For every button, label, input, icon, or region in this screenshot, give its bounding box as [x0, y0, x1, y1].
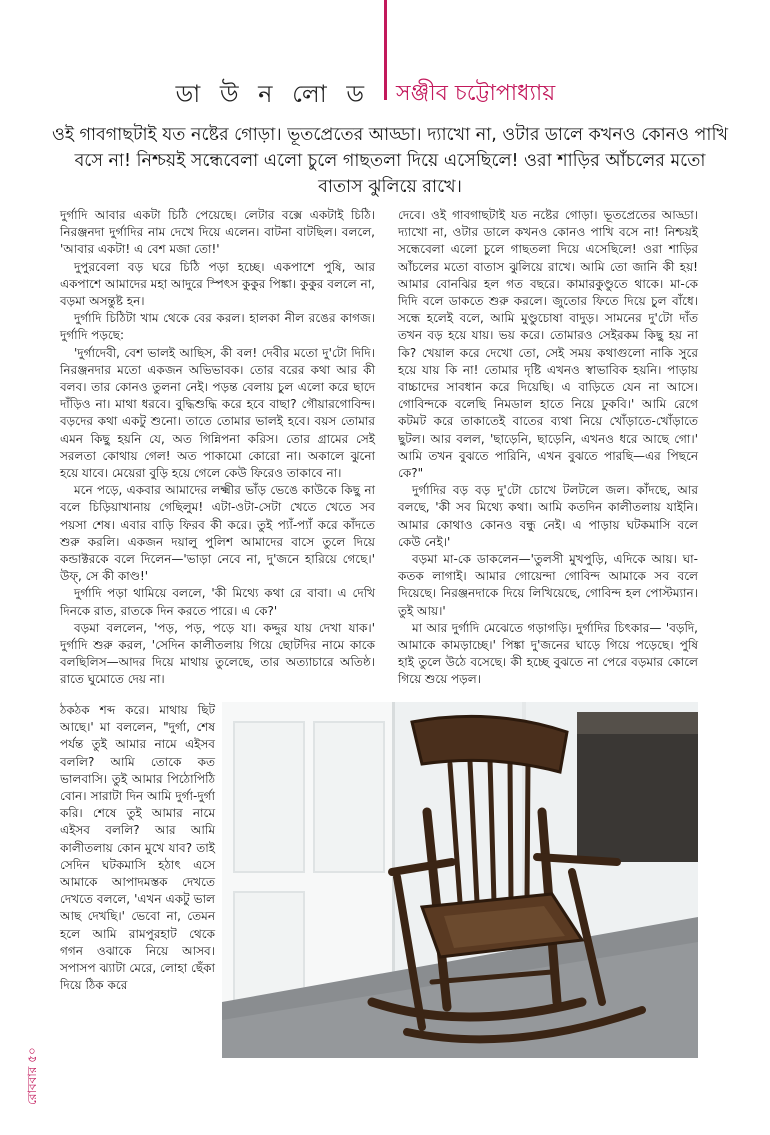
left-column	[60, 207, 375, 689]
standfirst: ওই গাবগাছটাই যত নষ্টের গোড়া। ভূতপ্রেতের আড্ডা। দ্যাখো না, ওটার ডালে কখনও কোনও পাখি বসে না! নিশ্চয়ই সন্ধেবেলা এলো চুলে গাছতলা দিয়ে এসেছিলে! ওরা শাড়ির আঁচলের মতো বাতাস ঝুলিয়ে রাখে।	[51, 125, 729, 197]
paragraph: দুর্গাদির বড় বড় দু'টো চোখে টলটলে জল। কাঁদছে, আর বলছে, 'কী সব মিথ্যে কথা। আমি কতদিন কালীতলায় যাইনি। আমার কোথাও কোনও বন্ধু নেই। এ পাড়ায় ঘটকমাসি বলে কেউ নেই।'	[398, 483, 698, 549]
paragraph: বড়মা মা-কে ডাকলেন—'তুলসী মুখপুড়ি, এদিকে আয়। ঘা-কতক লাগাই। আমার গোয়েন্দা গোবিন্দ আমাকে সব বলে দিয়েছে। নিরঞ্জনদাকে দিয়ে লিখিয়েছে, গোবিন্দ হল পোস্টম্যান। তুই আয়।'	[398, 552, 698, 618]
paragraph: দুর্গাদি আবার একটা চিঠি পেয়েছে। লেটার বক্সে একটাই চিঠি। নিরঞ্জনদা দুর্গাদির নাম দেখে দিয়ে এলেন। বাটনা বাটছিল। বললে, 'আবার একটা! এ বেশ মজা তো!'	[60, 208, 375, 257]
paragraph: বড়মা বললেন, 'পড়, পড়, পড়ে যা। কদ্দুর যায় দেখা যাক।' দুর্গাদি শুরু করল, 'সেদিন কালীতলায় গিয়ে ছোটদির নামে কাকে বলছিলিস—আদর দিয়ে মাথায় তুলেছে, তার অত্যাচারে অতিষ্ঠ। রাতে ঘুমোতে দেয় না।	[60, 620, 375, 687]
right-column	[398, 207, 698, 689]
paragraph: মা আর দুর্গাদি মেঝেতে গড়াগড়ি। দুর্গাদির চিৎকার— 'বড়দি, আমাকে কামড়াচ্ছে।' পিঙ্কা দু'জনের ঘাড়ে গিয়ে পড়েছে। পুষি হাই তুলে উঠে বসেছে। কী হচ্ছে বুঝতে না পেরে বড়মার কোলে গিয়ে শুয়ে পড়ল।	[398, 620, 698, 687]
rocking-chair-photo	[222, 702, 698, 1058]
section-title: ডা উ ন লো ড	[175, 80, 370, 108]
narrow-column	[60, 702, 215, 994]
paragraph: দুপুরবেলা বড় ঘরে চিঠি পড়া হচ্ছে। একপাশে পুষি, আর একপাশে আমাদের মহা আদুরে স্পিৎস কুকুর পিঙ্কা। কুকুর বললে না, বড়মা অসন্তুষ্ট হন।	[60, 259, 375, 309]
paragraph: ঠকঠক শব্দ করে। মাথায় ছিট আছে।' মা বললেন, "দুর্গা, শেষ পর্যন্ত তুই আমার নামে এইসব বললি? আমি তোকে কত ভালবাসি। তুই আমার পিঠোপিঠি বোন। সারাটা দিন আমি দুর্গা-দুর্গা করি। শেষে তুই আমার নামে এইসব বললি? আর আমি কালীতলায় কোন মুখে যাব? তাই সেদিন ঘটকমাসি হঠাৎ এসে আমাকে আপাদমস্তক দেখতে দেখতে বললে, 'এখন একটু ভাল আছ দেখছি।' ভেবো না, তেমন হলে আমি রামপুরহাট থেকে গগন ওঝাকে নিয়ে আসব। সপাসপ ঝ্যাটা মেরে, লোহা ছেঁকা দিয়ে ঠিক করে	[60, 703, 215, 993]
paragraph: দেবে। ওই গাবগাছটাই যত নষ্টের গোড়া। ভূতপ্রেতের আড্ডা। দ্যাখো না, ওটার ডালে কখনও কোনও পাখি বসে না! নিশ্চয়ই সন্ধেবেলা এলো চুলে গাছতলা দিয়ে এসেছিলে! ওরা শাড়ির আঁচলের মতো বাতাস ঝুলিয়ে রাখে। আমি তো জানি কী হয়! আমার বোনঝির হল গত বছরে। কামারকুণ্ডুতে থাকে। মা-কে দিদি বলে ডাকতে শুরু করলে। জুতোর ফিতে দিয়ে চুল বাঁধে। সন্ধে হলেই বলে, আমি মুণ্ডুচোষা বাদুড়। সামনের দু'টো দাঁত তখন বড় হয়ে যায়। ভয় করে। তোমারও সেইরকম কিছু হয় না কি? খেয়াল করে দেখো তো, সেই সময় কথাগুলো নাকি সুরে হয়ে যায় কি না! তোমার দৃষ্টি এখনও স্বাভাবিক হয়নি। পাড়ায় বাচ্চাদের সাবধান করে দিয়েছি। এ বাড়িতে যেন না আসে। গোবিন্দকে বলেছি নিমডাল হাতে নিয়ে ঢুকবি।' আমি রেগে কটমট করে তাকাতেই বাতের ব্যথা নিয়ে খোঁড়াতে-খোঁড়াতে ছুটল। আর বলল, 'ছাড়েনি, ছাড়েনি, এখনও ধরে আছে গো।' আমি তখন বুঝতে পারিনি, এখন বুঝতে পারছি—এর পিছনে কে?"	[398, 208, 698, 481]
paragraph: দুর্গাদি পড়া থামিয়ে বললে, 'কী মিথ্যে কথা রে বাবা। এ দেখি দিনকে রাত, রাতকে দিন করতে পারে। এ কে?'	[60, 586, 375, 618]
rocking-chair-illustration	[222, 702, 698, 1058]
author-name: সঞ্জীব চট্টোপাধ্যায়	[396, 81, 556, 106]
page-folio: রোববার ৫০	[25, 1047, 39, 1105]
article-header	[0, 74, 770, 114]
paragraph: দুর্গাদি চিঠিটা খাম থেকে বের করল। হালকা নীল রঙের কাগজ। দুর্গাদি পড়ছে:	[60, 311, 375, 343]
paragraph: 'দুর্গাদেবী, বেশ ভালই আছিস, কী বল! দেবীর মতো দু'টো দিদি। নিরঞ্জনদার মতো একজন অভিভাবক। তোর বরের কথা আর কী বলব। তার কোনও তুলনা নেই। পড়ন্ত বেলায় চুল এলো করে ছাদে দাঁড়িও না। মাথা ধরবে। বুদ্ধিশুদ্ধি করে হবে বাছা? গৌয়ারগোবিন্দ। বড়দের কথা একটু শুনো। তাতে তোমার ভালই হবে। বয়স তোমার এমন কিছু হয়নি যে, অত গিন্নিপনা করিস। তোর গ্রামের সেই সরলতা কোথায় গেল! অত পাকামো কোরো না। অকালে ঝুনো হয়ে যাবে। মেয়েরা বুড়ি হয়ে গেলে কেউ ফিরেও তাকাবে না।	[60, 345, 375, 481]
paragraph: মনে পড়ে, একবার আমাদের লক্ষ্মীর ভাঁড় ভেঙে কাউকে কিছু না বলে চিড়িয়াখানায় গেছিলুম! এটা-ওটা-সেটা খেতে খেতে সব পয়সা শেষ। এবার বাড়ি ফিরব কী করে। তুই প্যাঁ-প্যাঁ করে কাঁদতে শুরু করলি। একজন দয়ালু পুলিশ আমাদের বাসে তুলে দিয়ে কন্ডাক্টরকে বলে দিলেন—'ভাড়া নেবে না, দু'জনে হারিয়ে গেছে।' উফ্, সে কী কাণ্ড!'	[60, 483, 375, 584]
